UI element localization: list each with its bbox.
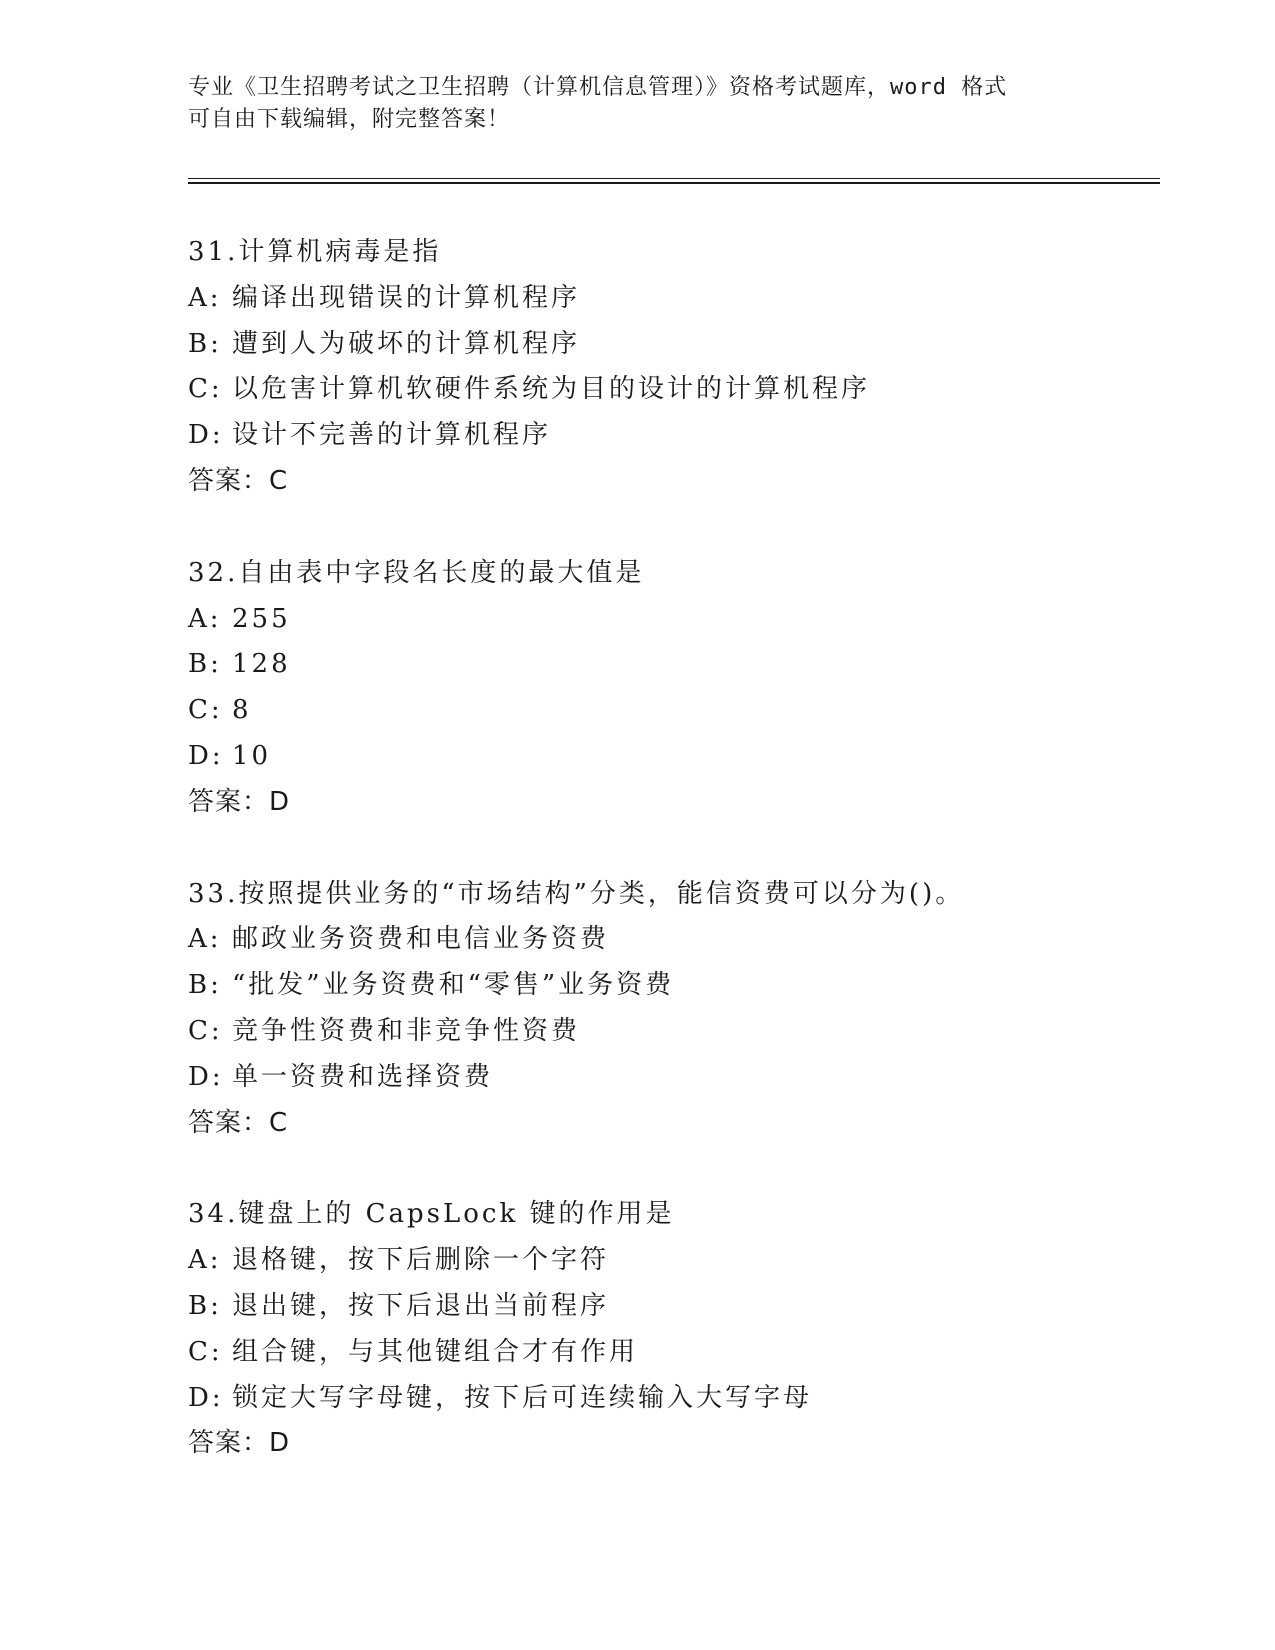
option-label: B: [188,328,222,359]
option-text: “批发”业务资费和“零售”业务资费 [232,970,675,1001]
option-text: 遭到人为破坏的计算机程序 [232,328,581,359]
answer-line: 答案：C [188,465,289,496]
option-b [188,1284,1168,1330]
option-text: 以危害计算机软硬件系统为目的设计的计算机程序 [232,374,871,405]
option-label: C: [188,695,223,726]
option-text: 退格键，按下后删除一个字符 [232,1245,610,1276]
question-34 [188,1192,1168,1467]
header-divider-thin [188,178,1160,179]
option-text: 退出键，按下后退出当前程序 [232,1290,610,1321]
question-32 [188,551,1168,826]
option-label: C: [188,374,223,405]
answer-line: 答案：C [188,1107,289,1138]
option-text: 单一资费和选择资费 [232,1061,494,1092]
option-text: 255 [232,603,291,634]
answer-line: 答案：D [188,786,291,817]
option-text: 组合键，与其他键组合才有作用 [232,1336,639,1367]
header-line-2: 可自由下载编辑，附完整答案！ [188,107,511,132]
option-d [188,1055,1168,1101]
question-stem: 32.自由表中字段名长度的最大值是 [188,557,645,588]
option-label: D: [188,740,224,771]
question-stem: 34.键盘上的 CapsLock 键的作用是 [188,1199,675,1230]
option-label: B: [188,649,222,680]
option-c [188,367,1168,413]
option-text: 竞争性资费和非竞争性资费 [232,1015,581,1046]
option-d [188,1376,1168,1422]
option-label: C: [188,1336,223,1367]
option-label: A: [188,924,222,955]
option-text: 邮政业务资费和电信业务资费 [232,924,610,955]
option-c [188,1330,1168,1376]
option-a [188,276,1168,322]
header-line-1: 专业《卫生招聘考试之卫生招聘（计算机信息管理）》资格考试题库，word 格式 [188,75,1008,100]
option-text: 设计不完善的计算机程序 [232,420,552,451]
option-text: 8 [232,695,252,726]
answer-line: 答案：D [188,1428,291,1459]
option-label: D: [188,420,224,451]
option-label: C: [188,1015,223,1046]
option-text: 锁定大写字母键，按下后可连续输入大写字母 [232,1382,813,1413]
option-c [188,1009,1168,1055]
option-label: D: [188,1061,224,1092]
question-list [188,230,1168,1513]
option-text: 10 [232,740,272,771]
option-label: A: [188,603,222,634]
question-stem: 31.计算机病毒是指 [188,237,442,267]
header-divider-thick [188,182,1160,184]
document-header [188,72,1068,136]
option-label: B: [188,1290,222,1321]
option-b [188,642,1168,688]
option-a [188,917,1168,963]
option-label: D: [188,1382,224,1413]
option-label: B: [188,970,222,1001]
option-label: A: [188,1245,222,1276]
option-a [188,597,1168,643]
option-c [188,688,1168,734]
question-stem: 33.按照提供业务的“市场结构”分类，能信资费可以分为()。 [188,878,965,909]
option-b [188,963,1168,1009]
option-d [188,413,1168,459]
question-31 [188,230,1168,505]
option-text: 编译出现错误的计算机程序 [232,282,581,313]
option-text: 128 [232,649,291,680]
question-33 [188,872,1168,1147]
option-d [188,734,1168,780]
option-label: A: [188,282,222,313]
option-b [188,322,1168,368]
option-a [188,1238,1168,1284]
